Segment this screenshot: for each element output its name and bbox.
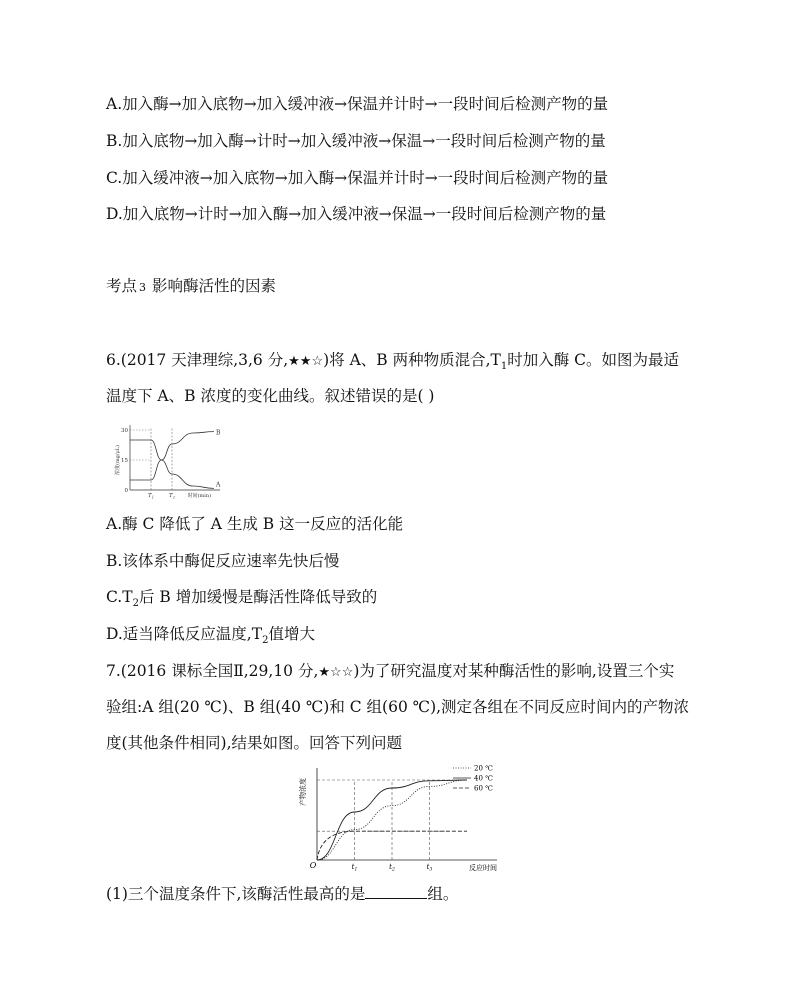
series-label-B: B	[216, 429, 221, 437]
t-tick-label: $T_2$	[169, 493, 175, 500]
series-label-A: A	[216, 481, 221, 489]
t-tick-label: $T_1$	[148, 493, 154, 500]
section-prefix: 考点	[106, 277, 138, 295]
y-axis-label: 产物浓度	[299, 778, 307, 806]
option-c: C.加入缓冲液→加入底物→加入酶→保温并计时→一段时间后检测产物的量	[106, 169, 609, 187]
q7-line-1	[106, 661, 674, 683]
origin-label: O	[309, 861, 317, 870]
option-b: B.加入底物→加入酶→计时→加入缓冲液→保温→一段时间后检测产物的量	[106, 132, 606, 150]
y-axis-label: 浓度(mg/μL)	[115, 444, 121, 476]
section-title: 影响酶活性的因素	[152, 277, 277, 295]
section-number: 3	[139, 281, 147, 294]
q6-source: 6.(2017 天津理综,3,6 分,	[106, 351, 289, 369]
series-line-B	[130, 432, 214, 480]
y-tick-label: 30	[121, 428, 128, 434]
t-tick-label: $t_2$	[389, 863, 395, 872]
q7-sub1-text: (1)三个温度条件下,该酶活性最高的是	[106, 885, 366, 903]
q6-option-a: A.酶 C 降低了 A 生成 B 这一反应的活化能	[106, 515, 404, 533]
t-tick-label: $t_1$	[351, 863, 358, 872]
section-heading	[106, 276, 276, 298]
x-axis-label: 时间(min)	[187, 493, 212, 499]
q6-sub: 1	[500, 361, 508, 373]
q6-line-1	[106, 350, 679, 377]
q7-source: 7.(2016 课标全国Ⅱ,29,10 分,	[106, 662, 319, 680]
q7-difficulty-stars: ★☆☆	[318, 665, 354, 680]
q7-line-2: 验组:A 组(20 ℃)、B 组(40 ℃)和 C 组(60 ℃),测定各组在不同反应时间内的产物浓	[106, 698, 690, 716]
legend-label: 40 ℃	[474, 774, 493, 783]
q6-option-b: B.该体系中酶促反应速率先快后慢	[106, 552, 340, 570]
y-tick-label: 15	[121, 458, 128, 464]
q7-line-3: 度(其他条件相同),结果如图。回答下列问题	[106, 734, 403, 752]
q6-option-d: D.适当降低反应温度$,T_2$值增大	[106, 625, 315, 647]
q6-text-a: )将 A、B 两种物质混合,T	[323, 351, 501, 369]
series-line-60 ℃	[317, 831, 467, 860]
q6-chart	[112, 420, 230, 502]
y-tick-label: 0	[124, 488, 128, 494]
x-axis-label: 反应时间	[469, 864, 497, 872]
option-a: A.加入酶→加入底物→加入缓冲液→保温并计时→一段时间后检测产物的量	[106, 95, 609, 113]
legend-label: 60 ℃	[474, 784, 493, 793]
q7-chart	[295, 760, 510, 872]
option-d: D.加入底物→计时→加入酶→加入缓冲液→保温→一段时间后检测产物的量	[106, 205, 607, 223]
q6-option-c: $C.T_2$后 B 增加缓慢是酶活性降低导致的	[106, 588, 378, 610]
t-tick-label: $t_3$	[426, 863, 433, 872]
q7-text: )为了研究温度对某种酶活性的影响,设置三个实	[353, 662, 675, 680]
q6-line-2: 温度下 A、B 浓度的变化曲线。叙述错误的是( )	[106, 387, 435, 405]
q6-text-b: 时加入酶 C。如图为最适	[507, 351, 680, 369]
q6-difficulty-stars: ★★☆	[288, 354, 324, 369]
q7-subquestion-1	[106, 884, 458, 904]
answer-blank[interactable]	[365, 884, 427, 899]
legend-label: 20 ℃	[474, 764, 493, 773]
q7-sub1-suffix: 组。	[427, 885, 459, 903]
